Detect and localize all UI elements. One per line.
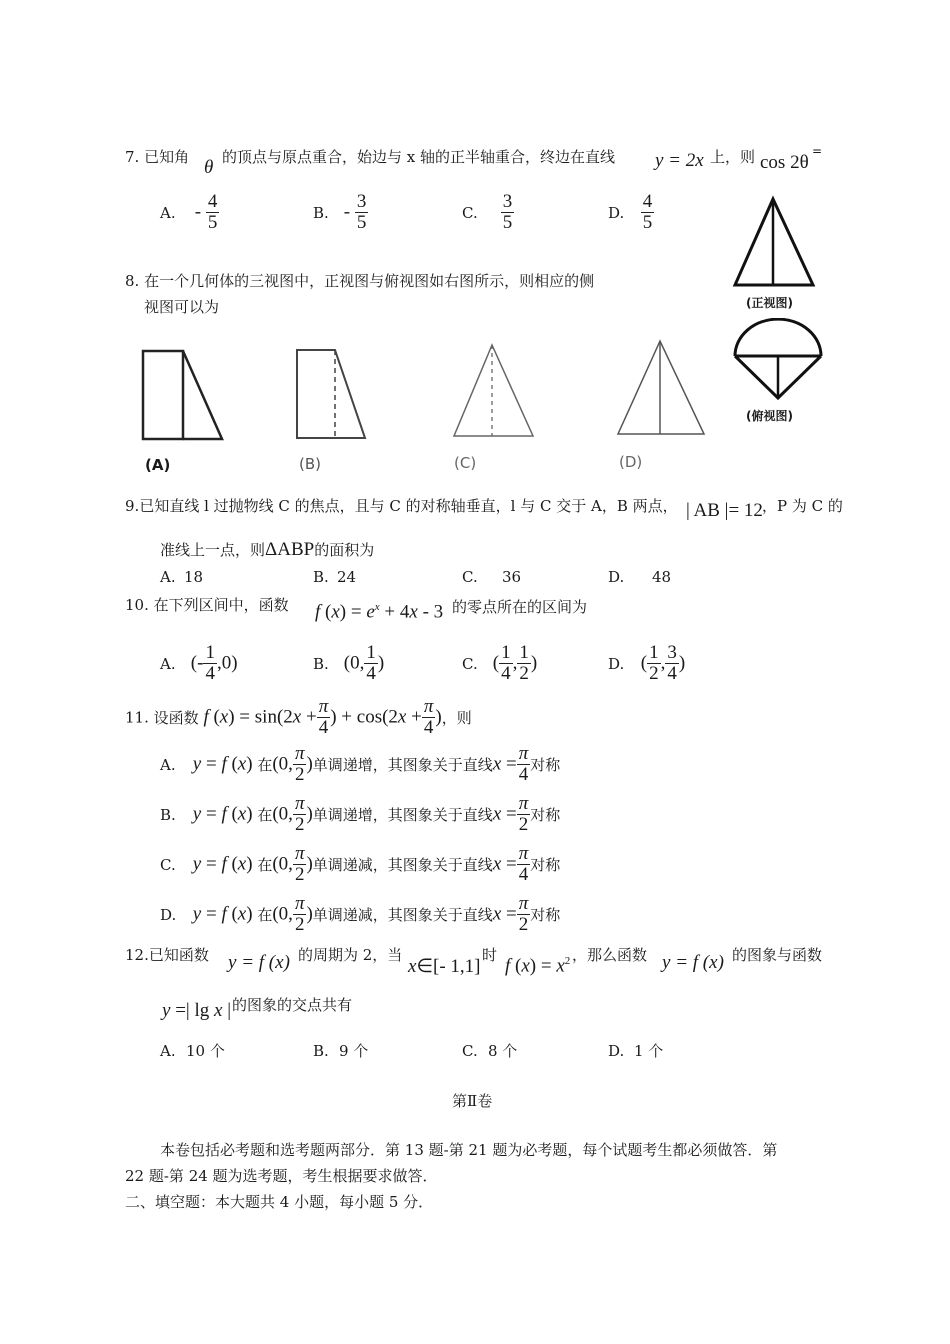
q11-option-d[interactable]: D. y = f (x) 在(0, $\frac{\pi}{2}$ )单调递减，其图象关于直线x = $\frac{\pi}{2}$ 对称 [160,893,561,935]
q12-option-c[interactable]: C. 8 个 [462,1042,518,1060]
q12-stem-d: ，那么函数 [572,946,648,964]
q9-stem-line2: 准线上一点，则ΔABP的面积为 [160,539,375,560]
q7-option-d[interactable]: D. $\frac{4}{5}$ [608,191,653,233]
q12-condition: x∈[- 1,1] [408,956,481,977]
q10-option-a[interactable]: A. (- $\frac{1}{4}$ ,0) [160,642,238,684]
q7-option-c[interactable]: C. $\frac{3}{5}$ [462,191,513,233]
q7-expr: cos 2θ [760,152,809,173]
q12-stem: 12.已知函数 [125,946,209,964]
q9-stem-b: ，P 为 C 的 [762,497,843,515]
q12-g: y =| lg x | [162,1000,231,1021]
q8-choice-c-label: (C) [454,454,477,472]
q9-option-a[interactable]: A. 18 [160,568,204,586]
q8-choice-a-figure[interactable] [130,345,230,445]
q12-stem-f: 的图象的交点共有 [232,996,353,1014]
q8-stem-line2: 视图可以为 [144,298,220,316]
q10-function: f $(x) = e^x + 4x - 3$ [315,601,444,623]
q7-line-eq: y = 2x [655,150,704,171]
q8-choice-c-figure[interactable] [448,340,543,440]
q8-choice-b-figure[interactable] [285,345,375,445]
front-view-label: (正视图) [746,296,793,310]
q12-yfx-2: y = f (x) [662,952,724,973]
q8-choice-b-label: (B) [299,455,321,473]
part2-paragraph-line1: 本卷包括必考题和选考题两部分．第 13 题-第 21 题为必考题，每个试题考生都必须做答．第 [160,1141,778,1159]
q8-choice-a-label: (A) [145,456,171,474]
q12-option-b[interactable]: B. 9 个 [313,1042,369,1060]
q12-fx: f $(x) = x^2$ [505,955,571,977]
q7-option-a[interactable]: A. - $\frac{4}{5}$ [160,191,218,233]
q11-stem: 11. 设函数 f (x) = sin(2x + $\frac{\pi}{4}$ ) + cos(2x + $\frac{\pi}{4}$ )，则 [125,696,472,738]
q8-stem: 8. 在一个几何体的三视图中，正视图与俯视图如右图所示，则相应的侧 [125,272,595,290]
q11-option-a[interactable]: A. y = f (x) 在(0, $\frac{\pi}{2}$ )单调递增，其图象关于直线x = $\frac{\pi}{4}$ 对称 [160,743,561,785]
q10-option-c[interactable]: C. ( $\frac{1}{4}$ , $\frac{1}{2}$ ) [462,642,538,684]
q12-option-d[interactable]: D. 1 个 [608,1042,664,1060]
q7-stem: 7. 已知角 [125,148,190,166]
q12-option-a[interactable]: A. 10 个 [160,1042,225,1060]
q7-eq: = [812,144,823,158]
q9-ab-length: | AB |= 12 [686,500,763,521]
q12-yfx: y = f (x) [228,952,290,973]
q10-stem: 10. 在下列区间中，函数 [125,596,289,614]
q10-option-d[interactable]: D. ( $\frac{1}{2}$ , $\frac{3}{4}$ ) [608,642,686,684]
q9-option-b[interactable]: B. 24 [313,568,357,586]
q11-option-c[interactable]: C. y = f (x) 在(0, $\frac{\pi}{2}$ )单调递减，其图象关于直线x = $\frac{\pi}{4}$ 对称 [160,843,561,885]
part2-paragraph-line2: 22 题-第 24 题为选考题，考生根据要求做答． [125,1167,438,1185]
q7-stem-c: 上，则 [710,148,756,166]
q8-choice-d-label: (D) [619,453,643,471]
q9-stem: 9.已知直线 l 过抛物线 C 的焦点，且与 C 的对称轴垂直，l 与 C 交于 A，B 两点， [125,497,678,515]
q10-stem-b: 的零点所在的区间为 [452,598,588,616]
q10-option-b[interactable]: B. (0, $\frac{1}{4}$ ) [313,642,385,684]
top-view-label: (俯视图) [746,409,793,423]
q12-stem-c: 时 [482,946,498,964]
q12-stem-e: 的图象与函数 [732,946,823,964]
q12-stem-b: 的周期为 2，当 [298,946,403,964]
section-heading: 二、填空题：本大题共 4 小题，每小题 5 分． [125,1193,434,1211]
q7-option-b[interactable]: B. - $\frac{3}{5}$ [313,191,367,233]
front-view-figure [725,193,825,308]
part2-title: 第Ⅱ卷 [452,1092,493,1110]
q7-stem-b: 的顶点与原点重合，始边与 x 轴的正半轴重合，终边在直线 [222,148,615,166]
q9-option-c[interactable]: C. 36 [462,568,522,586]
q9-option-d[interactable]: D. 48 [608,568,672,586]
q8-choice-d-figure[interactable] [612,336,712,438]
q11-option-b[interactable]: B. y = f (x) 在(0, $\frac{\pi}{2}$ )单调递增，其图象关于直线x = $\frac{\pi}{2}$ 对称 [160,793,561,835]
q7-theta: θ [204,157,214,178]
top-view-figure [725,318,830,408]
